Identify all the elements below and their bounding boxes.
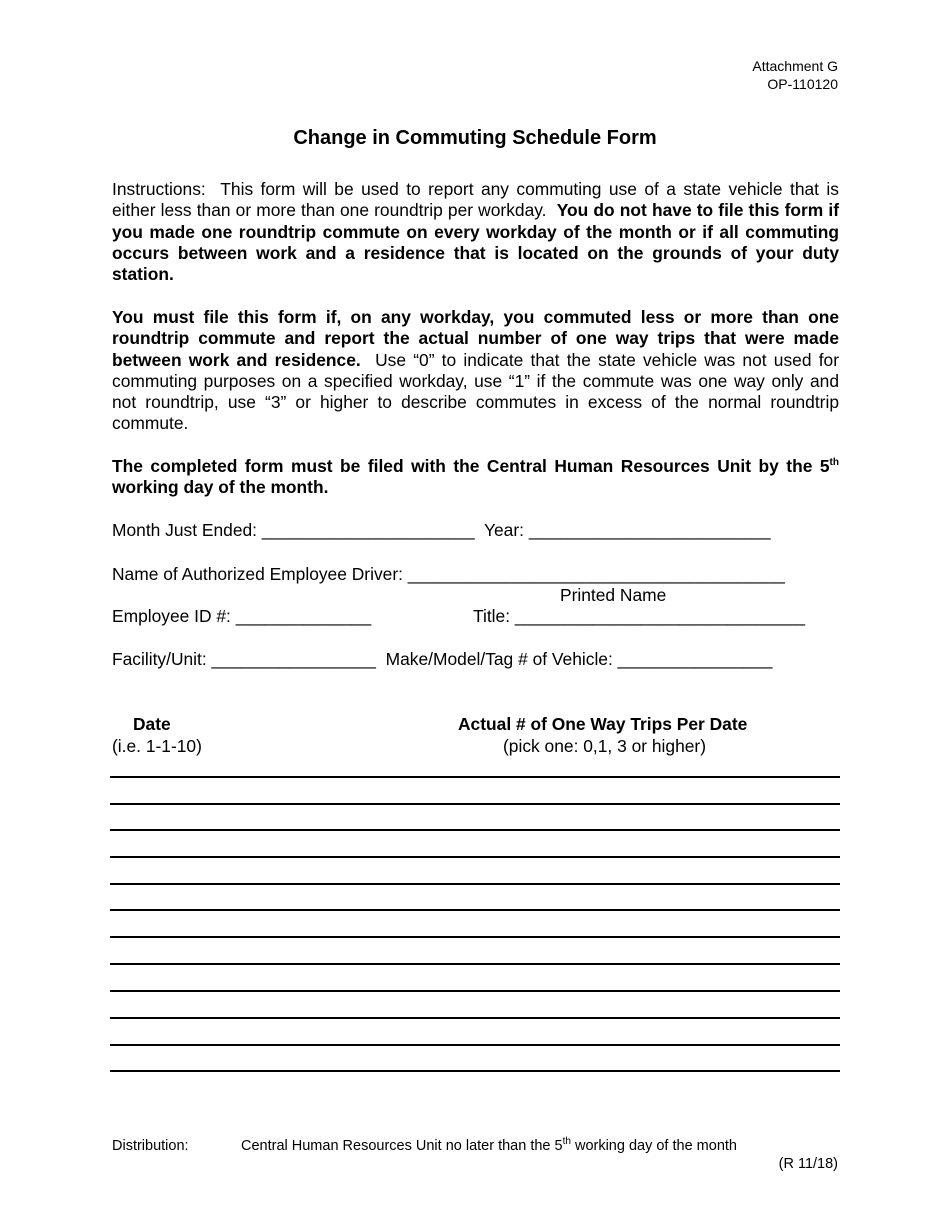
facility-label: Facility/Unit: bbox=[112, 649, 207, 669]
vehicle-label: Make/Model/Tag # of Vehicle: bbox=[385, 649, 613, 669]
entry-line[interactable] bbox=[110, 1044, 840, 1046]
title-label: Title: bbox=[473, 606, 511, 626]
employee-id-input-line[interactable]: ______________ bbox=[235, 606, 372, 626]
entry-line[interactable] bbox=[110, 883, 840, 885]
entry-line[interactable] bbox=[110, 963, 840, 965]
entry-line[interactable] bbox=[110, 909, 840, 911]
title-row bbox=[473, 606, 805, 627]
date-column-header: Date bbox=[133, 714, 171, 734]
attachment-label: Attachment G bbox=[752, 58, 838, 74]
instructions-label: Instructions: bbox=[112, 179, 206, 199]
facility-input-line[interactable]: _________________ bbox=[211, 649, 376, 669]
filing-notice bbox=[112, 456, 839, 499]
entry-line[interactable] bbox=[110, 936, 840, 938]
trips-column-header: Actual # of One Way Trips Per Date bbox=[458, 714, 748, 734]
entry-line[interactable] bbox=[110, 856, 840, 858]
must-file-requirement: You must file this form if, on any workday, you commuted less or more than one roundtrip commute and report the actual number of one way trips that were made between work and residence. bbox=[112, 307, 839, 370]
month-label: Month Just Ended: bbox=[112, 520, 258, 540]
revision-code: (R 11/18) bbox=[778, 1156, 838, 1172]
instructions-exemption: You do not have to file this form if you made one roundtrip commute on every workday of the month or if all commuting occurs between work and a residence that is located on the grounds of your duty station. bbox=[112, 200, 839, 285]
must-file-usage: Use “0” to indicate that the state vehicle was not used for commuting purposes on a specified workday, use “1” if the commute was one way only and not roundtrip, use “3” or higher to describe commutes in excess of the normal roundtrip commute. bbox=[112, 349, 839, 434]
facility-vehicle-row bbox=[112, 649, 772, 670]
driver-name-label: Name of Authorized Employee Driver: bbox=[112, 564, 403, 584]
printed-name-caption: Printed Name bbox=[560, 585, 667, 605]
distribution-text bbox=[241, 1138, 737, 1154]
year-label: Year: bbox=[484, 520, 524, 540]
instructions-text: This form will be used to report any commuting use of a state vehicle that is either less than or more than one roundtrip per workday. bbox=[112, 179, 839, 221]
distribution-text-end: working day of the month bbox=[570, 1138, 737, 1154]
trips-column-hint: (pick one: 0,1, 3 or higher) bbox=[503, 736, 706, 756]
distribution-superscript: th bbox=[562, 1136, 571, 1148]
vehicle-input-line[interactable]: ________________ bbox=[617, 649, 773, 669]
filing-notice-text: The completed form must be filed with the Central Human Resources Unit by the 5 bbox=[112, 456, 830, 476]
employee-id-row bbox=[112, 606, 371, 627]
instructions-paragraph bbox=[112, 179, 839, 285]
filing-notice-superscript: th bbox=[829, 457, 839, 469]
date-column-hint: (i.e. 1-1-10) bbox=[112, 736, 202, 756]
distribution-label: Distribution: bbox=[112, 1138, 189, 1154]
employee-id-label: Employee ID #: bbox=[112, 606, 231, 626]
form-number: OP-110120 bbox=[767, 76, 838, 92]
month-input-line[interactable]: ______________________ bbox=[261, 520, 475, 540]
entry-line[interactable] bbox=[110, 829, 840, 831]
entry-line[interactable] bbox=[110, 1070, 840, 1072]
entry-line[interactable] bbox=[110, 776, 840, 778]
distribution-text-start: Central Human Resources Unit no later than the 5 bbox=[241, 1138, 563, 1154]
entry-line[interactable] bbox=[110, 990, 840, 992]
driver-name-input-line[interactable]: _______________________________________ bbox=[407, 564, 785, 584]
entry-line[interactable] bbox=[110, 1017, 840, 1019]
month-year-row bbox=[112, 520, 771, 541]
title-input-line[interactable]: ______________________________ bbox=[514, 606, 806, 626]
filing-notice-text-end: working day of the month. bbox=[112, 477, 329, 498]
must-file-paragraph bbox=[112, 307, 839, 435]
entry-line[interactable] bbox=[110, 803, 840, 805]
driver-name-row bbox=[112, 564, 785, 585]
page-title: Change in Commuting Schedule Form bbox=[293, 127, 657, 149]
year-input-line[interactable]: _________________________ bbox=[528, 520, 771, 540]
